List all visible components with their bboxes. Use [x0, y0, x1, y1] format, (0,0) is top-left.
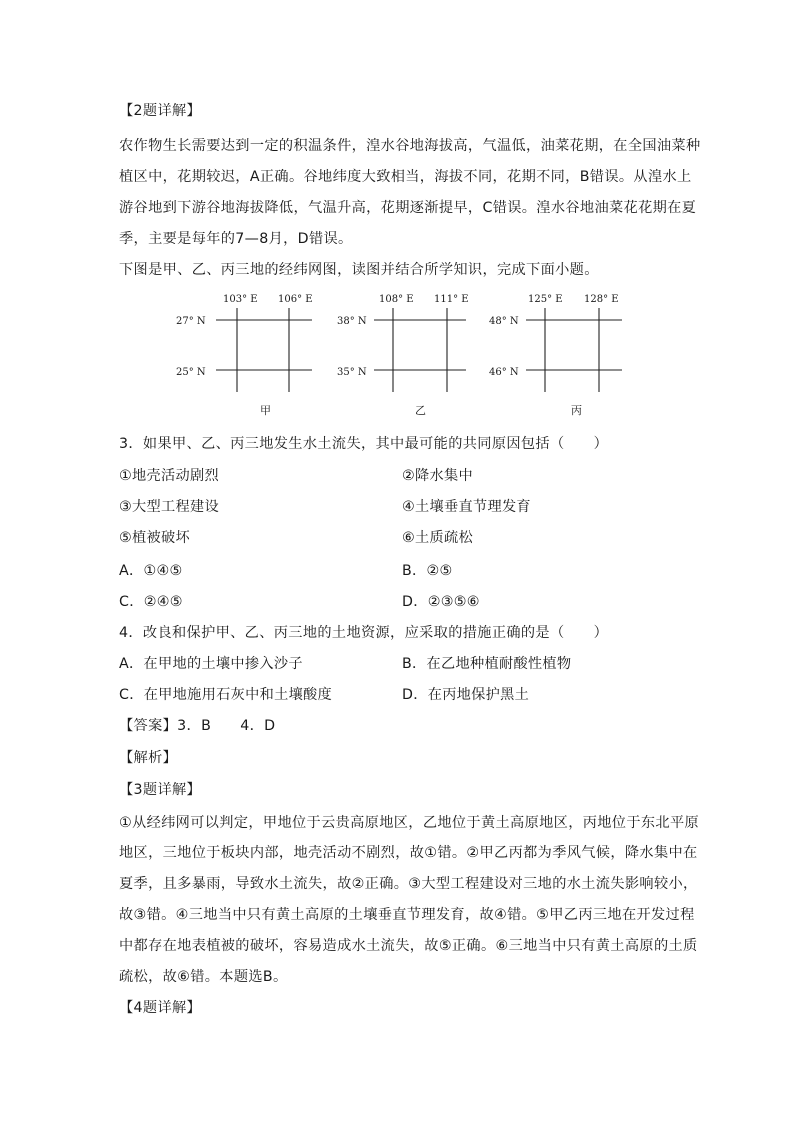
answer-line: 【答案】3．B 4．D — [119, 718, 276, 734]
q4-detail-header: 【4题详解】 — [119, 1000, 202, 1016]
lon-label: 108° E — [379, 294, 414, 305]
q3-detail-header: 【3题详解】 — [119, 782, 202, 798]
grid-panel-bing — [489, 294, 622, 417]
q4-option-d: D．在丙地保护黑土 — [402, 687, 530, 703]
q3-detail-line-4: 故③错。④三地当中只有黄土高原的土壤垂直节理发育，故④错。⑤甲乙丙三地在开发过程 — [119, 907, 695, 923]
q2-detail-line-2: 植区中，花期较迟，A正确。谷地纬度大致相当，海拔不同，花期不同，B错误。从湟水上 — [119, 169, 692, 185]
q2-detail-line-4: 季，主要是每年的7—8月，D错误。 — [119, 231, 353, 247]
panel-caption: 甲 — [260, 404, 271, 417]
q2-detail-line-1: 农作物生长需要达到一定的积温条件，湟水谷地海拔高，气温低，油菜花期，在全国油菜种 — [119, 138, 701, 154]
q3-detail-line-5: 中都存在地表植被的破坏，容易造成水土流失，故⑤正确。⑥三地当中只有黄土高原的土质 — [119, 938, 698, 954]
lat-label: 46° N — [489, 367, 519, 378]
grid-panel-yi — [337, 294, 469, 417]
q3-option-c: C．②④⑤ — [119, 594, 183, 610]
lat-label: 35° N — [337, 367, 367, 378]
q3-item-2: ②降水集中 — [402, 468, 473, 484]
q3-option-b: B．②⑤ — [402, 563, 453, 579]
lon-label: 103° E — [223, 294, 258, 305]
lat-label: 25° N — [176, 367, 206, 378]
lon-label: 128° E — [584, 294, 619, 305]
lon-label: 111° E — [434, 294, 469, 305]
q2-detail-line-3: 游谷地到下游谷地海拔降低，气温升高，花期逐渐提早，C错误。湟水谷地油菜花花期在夏 — [119, 200, 697, 216]
q3-detail-line-3: 夏季，且多暴雨，导致水土流失，故②正确。③大型工程建设对三地的水土流失影响较小， — [119, 876, 698, 892]
q3-item-4: ④土壤垂直节理发育 — [402, 499, 531, 515]
q2-detail-header: 【2题详解】 — [119, 103, 202, 119]
q3-item-3: ③大型工程建设 — [119, 499, 219, 515]
q4-stem: 4．改良和保护甲、乙、丙三地的土地资源，应采取的措施正确的是（ ） — [119, 625, 609, 641]
intro-text: 下图是甲、乙、丙三地的经纬网图，读图并结合所学知识，完成下面小题。 — [119, 262, 599, 278]
grid-panel-jia — [176, 294, 313, 417]
q3-item-6: ⑥土质疏松 — [402, 530, 473, 546]
q4-option-a: A．在甲地的土壤中掺入沙子 — [119, 656, 303, 672]
q3-stem: 3．如果甲、乙、丙三地发生水土流失，其中最可能的共同原因包括（ ） — [119, 436, 609, 452]
lat-label: 48° N — [489, 316, 519, 327]
lat-label: 27° N — [176, 316, 206, 327]
q4-option-b: B．在乙地种植耐酸性植物 — [402, 656, 572, 672]
q3-item-5: ⑤植被破坏 — [119, 530, 190, 546]
graticule-figure — [160, 288, 640, 420]
panel-caption: 乙 — [415, 404, 426, 417]
q3-detail-line-1: ①从经纬网可以判定，甲地位于云贵高原地区，乙地位于黄土高原地区，丙地位于东北平原 — [119, 815, 700, 831]
analysis-header: 【解析】 — [119, 750, 178, 766]
q3-item-1: ①地壳活动剧烈 — [119, 468, 219, 484]
q3-detail-line-2: 地区，三地位于板块内部，地壳活动不剧烈，故①错。②甲乙丙都为季风气候，降水集中在 — [119, 845, 698, 861]
lon-label: 106° E — [278, 294, 313, 305]
lon-label: 125° E — [528, 294, 563, 305]
q3-detail-line-6: 疏松，故⑥错。本题选B。 — [119, 969, 288, 985]
lat-label: 38° N — [337, 316, 367, 327]
q3-option-d: D．②③⑤⑥ — [402, 594, 480, 610]
q4-option-c: C．在甲地施用石灰中和土壤酸度 — [119, 687, 333, 703]
q3-option-a: A．①④⑤ — [119, 563, 183, 579]
panel-caption: 丙 — [571, 404, 582, 417]
